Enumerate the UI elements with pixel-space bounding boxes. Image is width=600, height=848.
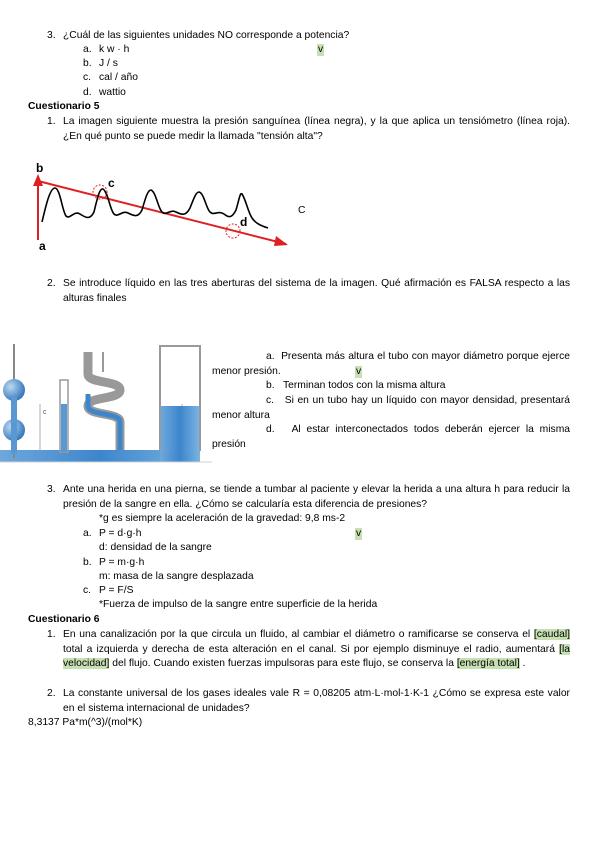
c5-q2-checkmark: v	[356, 366, 362, 377]
c5-q2-option-b	[266, 380, 446, 391]
c5-q3-option-c-sub: *Fuerza de impulso de la sangre entre superficie de la herida	[99, 599, 378, 610]
c6-q2-answer: 8,3137 Pa*m(^3)/(mol*K)	[28, 717, 143, 728]
c6-q1-answer-caudal: [caudal]	[533, 629, 570, 640]
q3a-option-a: k w · h	[99, 44, 130, 55]
c6-q1-text-1: En una canalización por la que circula un fluido, al cambiar el diámetro o ramificarse se conserva el	[63, 629, 531, 640]
c5-q1-answer: C	[298, 205, 306, 216]
c6-q1-answer-velocidad: [la velocidad]	[63, 643, 570, 669]
option-letter: a.	[266, 351, 275, 362]
label-b: b	[36, 161, 44, 175]
c5-q2-option-d	[212, 423, 570, 452]
c5-q1-number: 1.	[47, 116, 56, 127]
c5-q3-option-c: P = F/S	[99, 585, 134, 596]
c5-q2-number: 2.	[47, 278, 56, 289]
c5-q3-note: *g es siempre la aceleración de la gravedad: 9,8 ms-2	[99, 513, 346, 524]
option-text: Terminan todos con la misma altura	[283, 380, 446, 391]
c5-q3-option-a-sub: d: densidad de la sangre	[99, 542, 212, 553]
c6-q1-text-4: .	[519, 658, 526, 669]
q3a-number: 3.	[47, 30, 56, 41]
c6-q1-number: 1.	[47, 629, 56, 640]
c5-q2-option-c	[212, 394, 570, 423]
c5-q2-option-a	[212, 350, 570, 379]
c6-q2-number: 2.	[47, 688, 56, 699]
c5-q3-option-b: P = m·g·h	[99, 557, 145, 568]
q3a-option-letter: c.	[83, 72, 92, 83]
option-letter: b.	[266, 380, 275, 391]
q3a-option-letter: d.	[83, 87, 92, 98]
c5-q3-checkmark: v	[356, 528, 362, 539]
q3a-option-c: cal / año	[99, 72, 138, 83]
c5-q3-number: 3.	[47, 484, 56, 495]
label-c: c	[108, 176, 115, 190]
option-letter: b.	[83, 557, 92, 568]
q3a-question: ¿Cuál de las siguientes unidades NO corresponde a potencia?	[63, 30, 350, 41]
c6-q2-question: La constante universal de los gases ideales vale R = 0,08205 atm·L·mol-1·K-1 ¿Cómo se expresa este valor en el sistema internacional de unidades?	[63, 688, 570, 714]
option-text: Presenta más altura el tubo con mayor diámetro porque ejerce menor presión.	[212, 351, 570, 377]
q3a-checkmark: v	[318, 44, 324, 55]
option-text: Al estar interconectados todos deberán ejercer la misma presión	[212, 424, 570, 450]
q3a-option-letter: a.	[83, 44, 92, 55]
q3a-option-b: J / s	[99, 58, 118, 69]
label-d: d	[240, 215, 248, 229]
c5-q1-question: La imagen siguiente muestra la presión sanguínea (línea negra), y la que aplica un tensiómetro (línea roja). ¿En qué punto se puede medir la llamada "tensión alta"?	[63, 116, 570, 142]
blood-pressure-figure	[28, 160, 294, 256]
c5-q3-question: Ante una herida en una pierna, se tiende a tumbar al paciente y elevar la herida a una altura h para reducir la presión de la sangre en ella. ¿Cómo se calcularía esta diferencia de presiones?	[63, 484, 570, 510]
option-letter: d.	[266, 424, 275, 435]
option-letter: c.	[266, 395, 275, 406]
svg-text:ᴄ: ᴄ	[43, 409, 47, 416]
c6-q1-text-2: total a izquierda y derecha de esta alteración en el canal. Si por ejemplo disminuye el radio, aumentará	[63, 643, 560, 655]
c6-q1-text-3: del flujo. Cuando existen fuerzas impulsoras para este flujo, se conserva la	[109, 658, 454, 669]
c6-q1-answer-energia: [energía total]	[456, 658, 520, 669]
q3a-option-d: wattio	[99, 87, 126, 98]
c6-heading: Cuestionario 6	[28, 614, 100, 625]
label-a: a	[39, 239, 46, 253]
c5-heading: Cuestionario 5	[28, 101, 100, 112]
c5-q3-option-a: P = d·g·h	[99, 528, 142, 539]
option-text: Si en un tubo hay un líquido con mayor densidad, presentará menor altura	[212, 395, 570, 421]
c6-q1-text	[63, 628, 570, 672]
q3a-option-letter: b.	[83, 58, 92, 69]
c5-q3-option-b-sub: m: masa de la sangre desplazada	[99, 571, 254, 582]
option-letter: c.	[83, 585, 92, 596]
option-letter: a.	[83, 528, 92, 539]
c5-q2-question: Se introduce líquido en las tres aberturas del sistema de la imagen. Qué afirmación es FALSA respecto a las alturas finales	[63, 278, 570, 304]
connected-vessels-figure	[0, 344, 212, 468]
